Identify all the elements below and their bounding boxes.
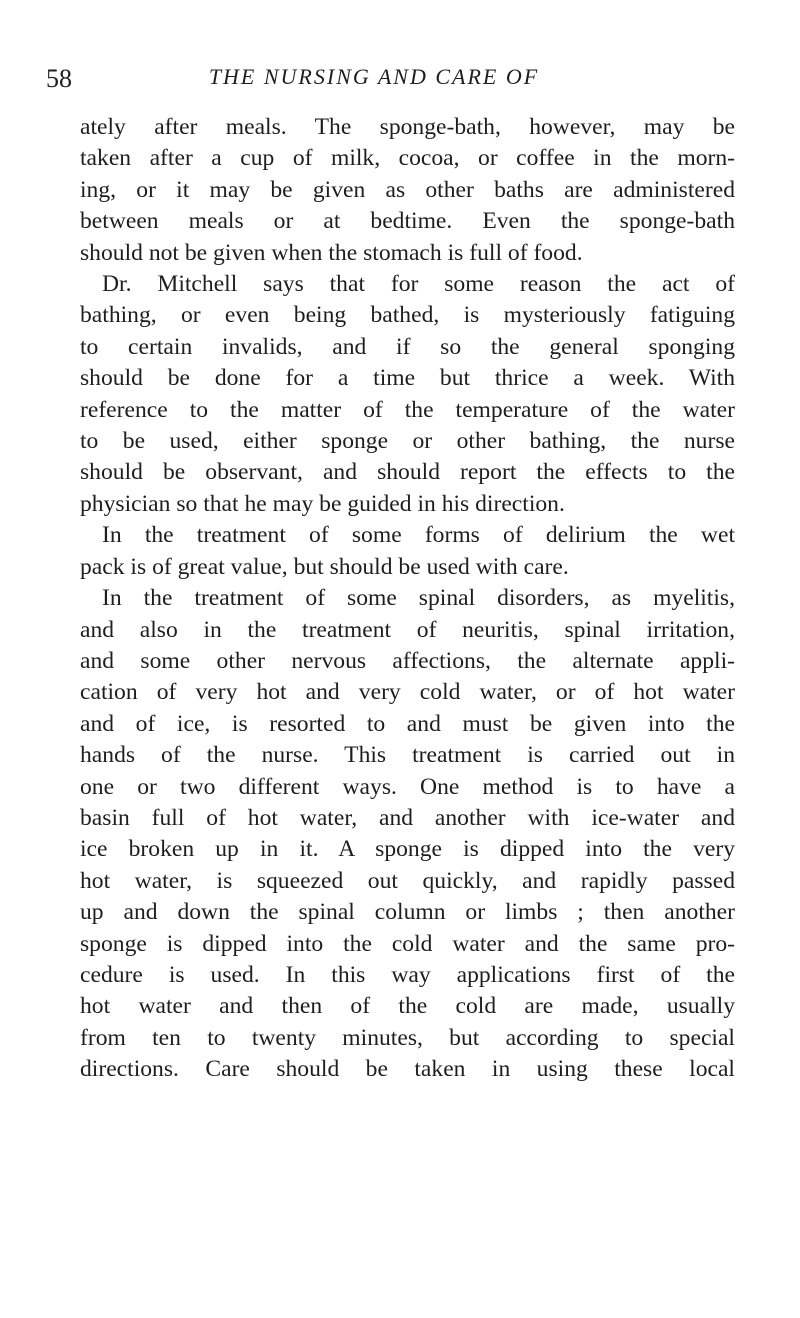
text-line: hands of the nurse. This treatment is carried out in xyxy=(80,742,735,769)
text-line: should be done for a time but thrice a week. With xyxy=(80,365,735,392)
page-header xyxy=(46,64,766,104)
text-line: hot water and then of the cold are made, usually xyxy=(80,993,735,1020)
text-line: bathing, or even being bathed, is mysteriously fatiguing xyxy=(80,302,735,329)
text-line: cedure is used. In this way applications first of the xyxy=(80,961,735,988)
text-line: between meals or at bedtime. Even the sponge-bath xyxy=(80,208,735,235)
text-line: from ten to twenty minutes, but according to special xyxy=(80,1024,735,1051)
text-line: taken after a cup of milk, cocoa, or coffee in the morn- xyxy=(80,145,735,172)
text-line: cation of very hot and very cold water, or of hot water xyxy=(80,679,735,706)
text-line: In the treatment of some spinal disorders, as myelitis, xyxy=(102,585,735,612)
text-line: ice broken up in it. A sponge is dipped into the very xyxy=(80,836,735,863)
text-line: sponge is dipped into the cold water and the same pro- xyxy=(80,930,735,957)
text-line: should be observant, and should report the effects to the xyxy=(80,459,735,486)
running-title: THE NURSING AND CARE OF xyxy=(208,64,540,89)
text-line: and of ice, is resorted to and must be given into the xyxy=(80,710,735,737)
text-line: and some other nervous affections, the alternate appli- xyxy=(80,647,735,674)
text-line: hot water, is squeezed out quickly, and rapidly passed xyxy=(80,867,735,894)
text-line: directions. Care should be taken in using these local xyxy=(80,1056,735,1083)
page-number: 58 xyxy=(46,64,72,93)
text-line: ately after meals. The sponge-bath, however, may be xyxy=(80,114,735,140)
body-text xyxy=(80,112,735,1086)
text-line: pack is of great value, but should be used with care. xyxy=(80,553,569,580)
text-line: to certain invalids, and if so the general sponging xyxy=(80,333,735,360)
text-line: physician so that he may be guided in his direction. xyxy=(80,490,565,517)
text-line: to be used, either sponge or other bathing, the nurse xyxy=(80,428,735,455)
text-line: In the treatment of some forms of delirium the wet xyxy=(102,522,735,549)
text-line: up and down the spinal column or limbs ; then another xyxy=(80,899,735,926)
text-line: should not be given when the stomach is full of food. xyxy=(80,239,583,266)
text-line: basin full of hot water, and another with ice-water and xyxy=(80,804,735,831)
text-line: ing, or it may be given as other baths are administered xyxy=(80,176,735,203)
text-line: Dr. Mitchell says that for some reason the act of xyxy=(102,271,735,298)
text-line: and also in the treatment of neuritis, spinal irritation, xyxy=(80,616,735,643)
text-line: reference to the matter of the temperature of the water xyxy=(80,396,735,423)
text-line: one or two different ways. One method is to have a xyxy=(80,773,735,800)
